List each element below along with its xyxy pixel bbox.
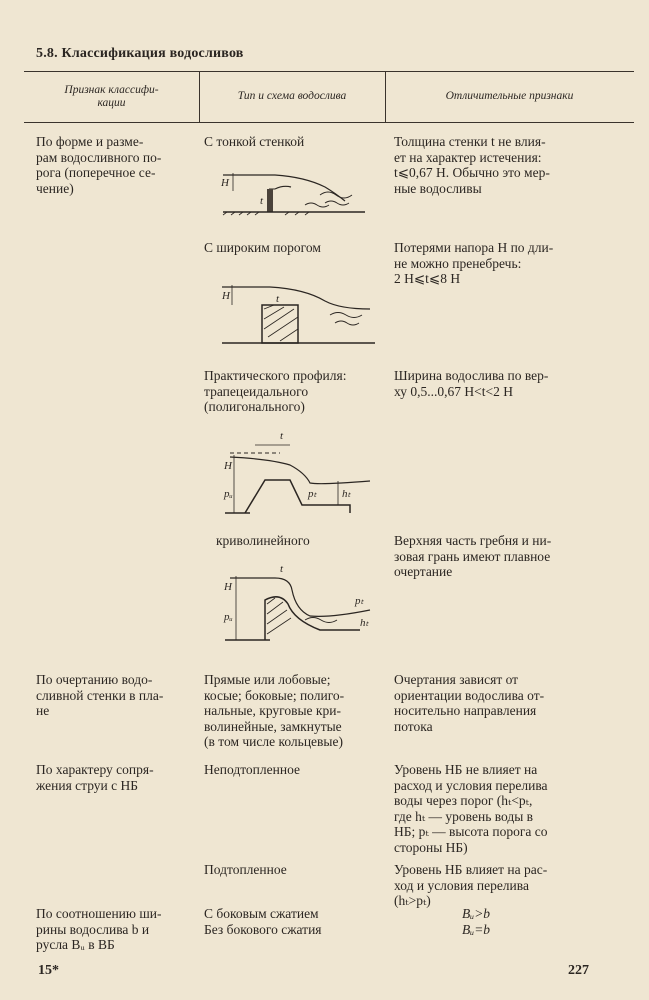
row2-type: С широким порогом [204,240,321,255]
trapezoidal-t-label: t [280,430,284,442]
row7-type: Подтопленное [204,862,287,877]
curvilinear-pu-label: pᵤ [224,611,233,623]
page-number: 227 [568,963,589,978]
trapezoidal-pu-label: pᵤ [224,488,233,500]
row4-type: криволинейного [216,533,310,548]
header-features: Отличительные признаки [445,90,574,102]
curvilinear-H-label: H [224,581,232,593]
trapezoidal-ht-label: hₜ [342,488,351,500]
row4-features: Верхняя часть гребня и ни- зовая грань имеют плавное очертание [394,533,552,579]
thin-wall-H-label: H [221,177,229,189]
thin-wall-t-label: t [260,195,264,207]
row5-features: Очертания зависят от ориентации водослива от- носительно направления потока [394,672,545,734]
row3-type: Практического профиля: трапецеидального (полигонального) [204,368,347,414]
row6-features: Уровень НБ не влияет на расход и условия перелива воды через порог (hₜ<pₜ, где hₜ — уровень воды в НБ; pₜ — высота порога со стороны НБ) [394,762,548,855]
row1-criterion: По форме и разме- рам водосливного по- рога (поперечное се- чение) [36,134,162,196]
row6-type: Неподтопленное [204,762,300,777]
row8-criterion: По соотношению ши- рины водослива b и русла Bᵤ в ВБ [36,906,162,952]
table-header-rule [24,122,634,123]
row6-criterion: По характеру сопря- жения струи с НБ [36,762,154,793]
header-criterion: Признак классифи- кации [64,84,159,109]
row5-criterion: По очертанию водо- сливной стенки в пла- не [36,672,164,718]
row7-features: Уровень НБ влияет на рас- ход и условия перелива (hₜ>pₜ) [394,862,548,908]
curvilinear-pt-label: pₜ [355,595,364,607]
row8-type: С боковым сжатием Без бокового сжатия [204,906,322,937]
table-top-rule [24,71,634,72]
section-title: 5.8. Классификация водосливов [36,46,244,61]
row1-type: С тонкой стенкой [204,134,305,149]
row8-features: Bᵤ>b Bᵤ=b [462,906,491,937]
row5-type: Прямые или лобовые; косые; боковые; полиго- нальные, круговые кри- волинейные, замкнутые (в том числе кольцевые) [204,672,345,749]
header-type: Тип и схема водослива [237,90,347,102]
row3-features: Ширина водослива по вер- ху 0,5...0,67 H<t<2 H [394,368,549,399]
curvilinear-weir-diagram [210,560,385,650]
broad-crest-t-label: t [276,293,280,305]
row1-features: Толщина стенки t не влия- ет на характер истечения: t⩽0,67 H. Обычно это мер- ные водосливы [394,134,550,196]
trapezoidal-H-label: H [224,460,232,472]
curvilinear-ht-label: hₜ [360,617,369,629]
broad-crest-H-label: H [222,290,230,302]
curvilinear-t-label: t [280,563,284,575]
row2-features: Потерями напора H по дли- не можно пренебречь: 2 H⩽t⩽8 H [394,240,554,286]
signature-mark: 15* [38,963,59,978]
trapezoidal-pt-label: pₜ [308,488,317,500]
trapezoidal-weir-diagram [210,425,385,525]
broad-crest-weir-diagram [210,275,385,355]
thin-wall-weir-diagram [205,155,380,225]
